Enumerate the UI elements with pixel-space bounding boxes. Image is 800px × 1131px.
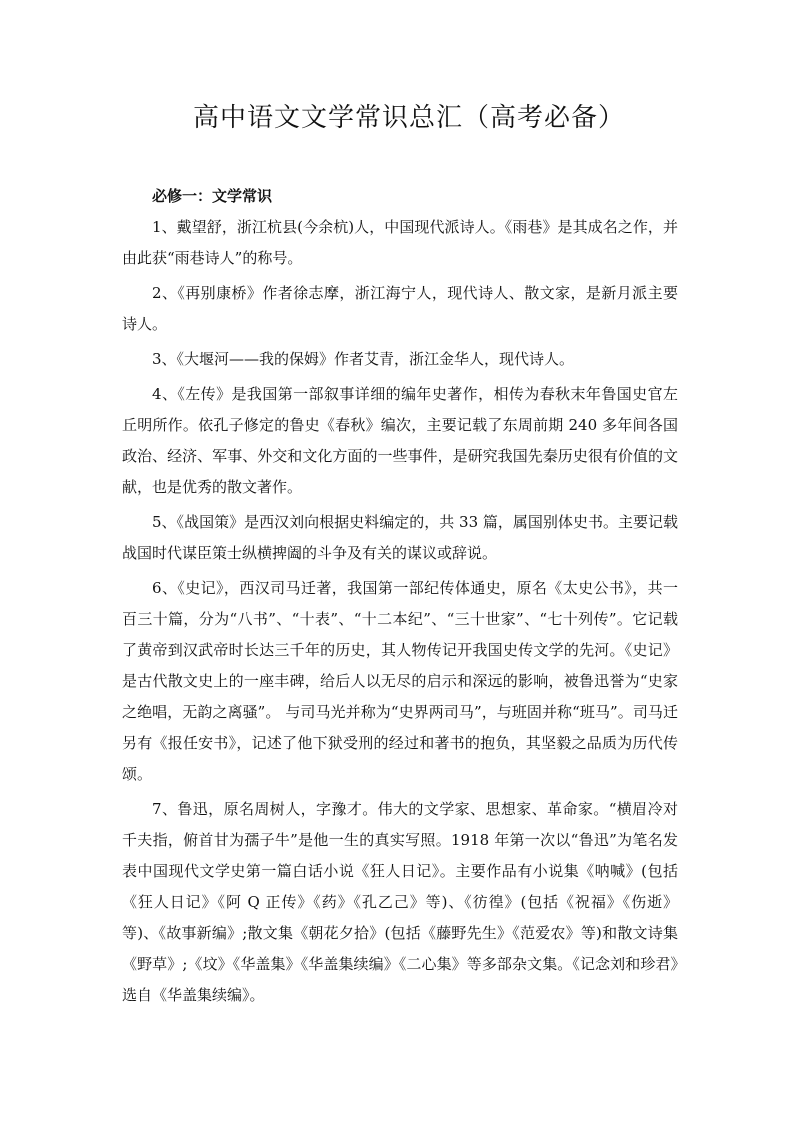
section-heading: 必修一：文学常识 [152,187,273,205]
entry-4: 4、《左传》是我国第一部叙事详细的编年史著作，相传为春秋末年鲁国史官左丘明所作。依孔子修定的鲁史《春秋》编次，主要记载了东周前期 240 多年间各国政治、经济、军事、外交和文化方面的一些事件，是研究我国先秦历史很有价值的文献，也是优秀的散文著作。 [122,385,678,496]
entry-5: 5、《战国策》是西汉刘向根据史料编定的，共 33 篇，属国别体史书。主要记载战国时代谋臣策士纵横捭阖的斗争及有关的谋议或辞说。 [122,513,678,562]
entry-6: 6、《史记》，西汉司马迁著，我国第一部纪传体通史，原名《太史公书》，共一百三十篇，分为“八书”、“十表”、“十二本纪”、“三十世家”、“七十列传”。它记载了黄帝到汉武帝时长达三千年的历史，其人物传记开我国史传文学的先河。《史记》是古代散文史上的一座丰碑，给后人以无尽的启示和深远的影响，被鲁迅誉为“史家之绝唱，无韵之离骚”。 与司马光并称为“史界两司马”，与班固并称“班马”。司马迁另有《报任安书》，记述了他下狱受刑的经过和著书的抱负，其坚毅之品质为历代传颂。 [122,579,678,783]
entry-2: 2、《再别康桥》作者徐志摩，浙江海宁人，现代诗人、散文家，是新月派主要诗人。 [122,284,678,333]
entry-7: 7、鲁迅，原名周树人，字豫才。伟大的文学家、思想家、革命家。“横眉冷对千夫指，俯首甘为孺子牛”是他一生的真实写照。1918 年第一次以“鲁迅”为笔名发表中国现代文学史第一篇白话小说《狂人日记》。主要作品有小说集《呐喊》(包括《狂人日记》《阿 Q 正传》《药》《孔乙己》等)、《彷徨》(包括《祝福》《伤逝》等)、《故事新编》;散文集《朝花夕拾》(包括《藤野先生》《范爱农》等)和散文诗集《野草》;《坟》《华盖集》《华盖集续编》《二心集》等多部杂文集。《记念刘和珍君》选自《华盖集续编》。 [122,800,678,1004]
entry-1: 1、戴望舒，浙江杭县(今余杭)人，中国现代派诗人。《雨巷》是其成名之作，并由此获“雨巷诗人”的称号。 [122,218,678,267]
entry-3: 3、《大堰河——我的保姆》作者艾青，浙江金华人，现代诗人。 [152,350,575,368]
document-title: 高中语文文学常识总汇（高考必备） [192,103,625,133]
